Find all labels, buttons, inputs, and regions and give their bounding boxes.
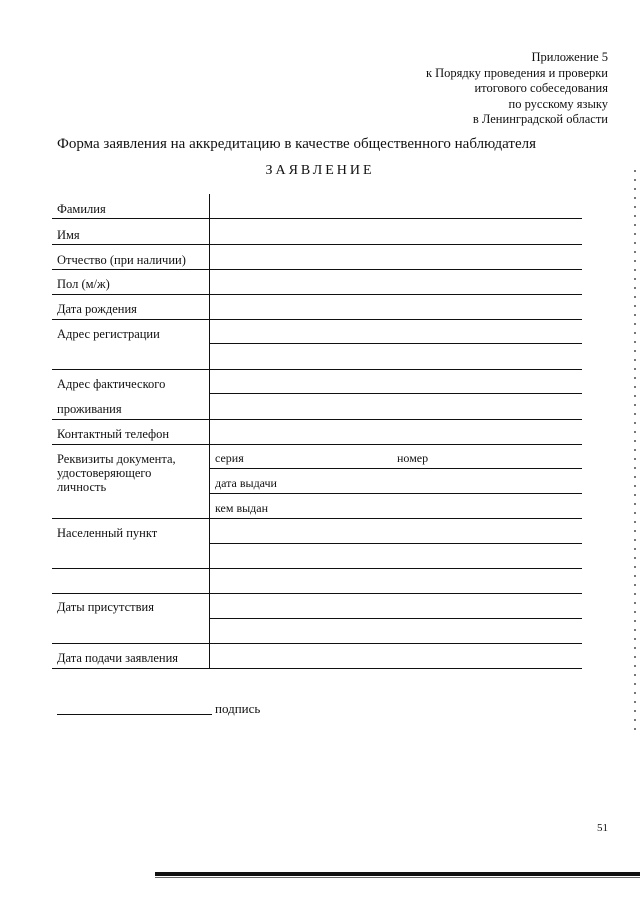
label-phone: Контактный телефон [57,427,170,441]
subfield-issue-date: дата выдачи [215,476,277,490]
label-id-document-line1: Реквизиты документа, [57,452,176,466]
appendix-line: Приложение 5 [531,50,608,64]
row-divider [52,369,582,370]
row-divider [52,419,582,420]
row-divider [52,294,582,295]
label-patronymic: Отчество (при наличии) [57,253,186,267]
row-divider [52,643,582,644]
label-birth-date: Дата рождения [57,302,137,316]
label-id-document-line2: удостоверяющего [57,466,152,480]
row-divider [52,593,582,594]
appendix-line: в Ленинградской области [472,112,608,126]
appendix-line: по русскому языку [508,96,608,111]
label-settlement: Населенный пункт [57,526,158,540]
input-line [209,343,582,344]
input-line [209,543,582,544]
subfield-number: номер [397,451,429,465]
label-application-date: Дата подачи заявления [57,651,179,665]
signature-line [57,714,212,715]
scan-edge-line [155,877,640,878]
input-line [209,493,582,494]
label-id-document-line3: личность [57,480,107,494]
page-number: 51 [597,822,608,834]
subfield-issued-by: кем выдан [215,501,269,515]
appendix-reference [426,50,608,128]
row-divider [52,319,582,320]
row-divider [52,518,582,519]
row-divider [52,244,582,245]
label-registration-address: Адрес регистрации [57,327,160,341]
row-divider [52,568,582,569]
label-name: Имя [57,228,80,242]
label-actual-address-line1: Адрес фактического [57,377,166,391]
input-line [209,468,582,469]
label-surname: Фамилия [57,202,106,216]
form-title: Форма заявления на аккредитацию в качестве общественного наблюдателя [57,136,537,152]
subfield-series: серия [215,451,244,465]
label-actual-address-line2: проживания [57,402,122,416]
row-divider [52,269,582,270]
row-divider [52,218,582,219]
appendix-line: итогового собеседования [474,81,608,95]
signature-label: подпись [215,701,261,716]
row-divider [52,444,582,445]
document-heading: ЗАЯВЛЕНИЕ [265,163,375,178]
row-divider [52,668,582,669]
scan-edge-bar [155,872,640,876]
appendix-line: к Порядку проведения и проверки [425,65,608,80]
input-line [209,393,582,394]
scan-edge-dots [634,170,636,730]
input-line [209,618,582,619]
column-divider [209,194,210,669]
label-attendance-dates: Даты присутствия [57,600,154,614]
label-gender: Пол (м/ж) [57,277,110,291]
